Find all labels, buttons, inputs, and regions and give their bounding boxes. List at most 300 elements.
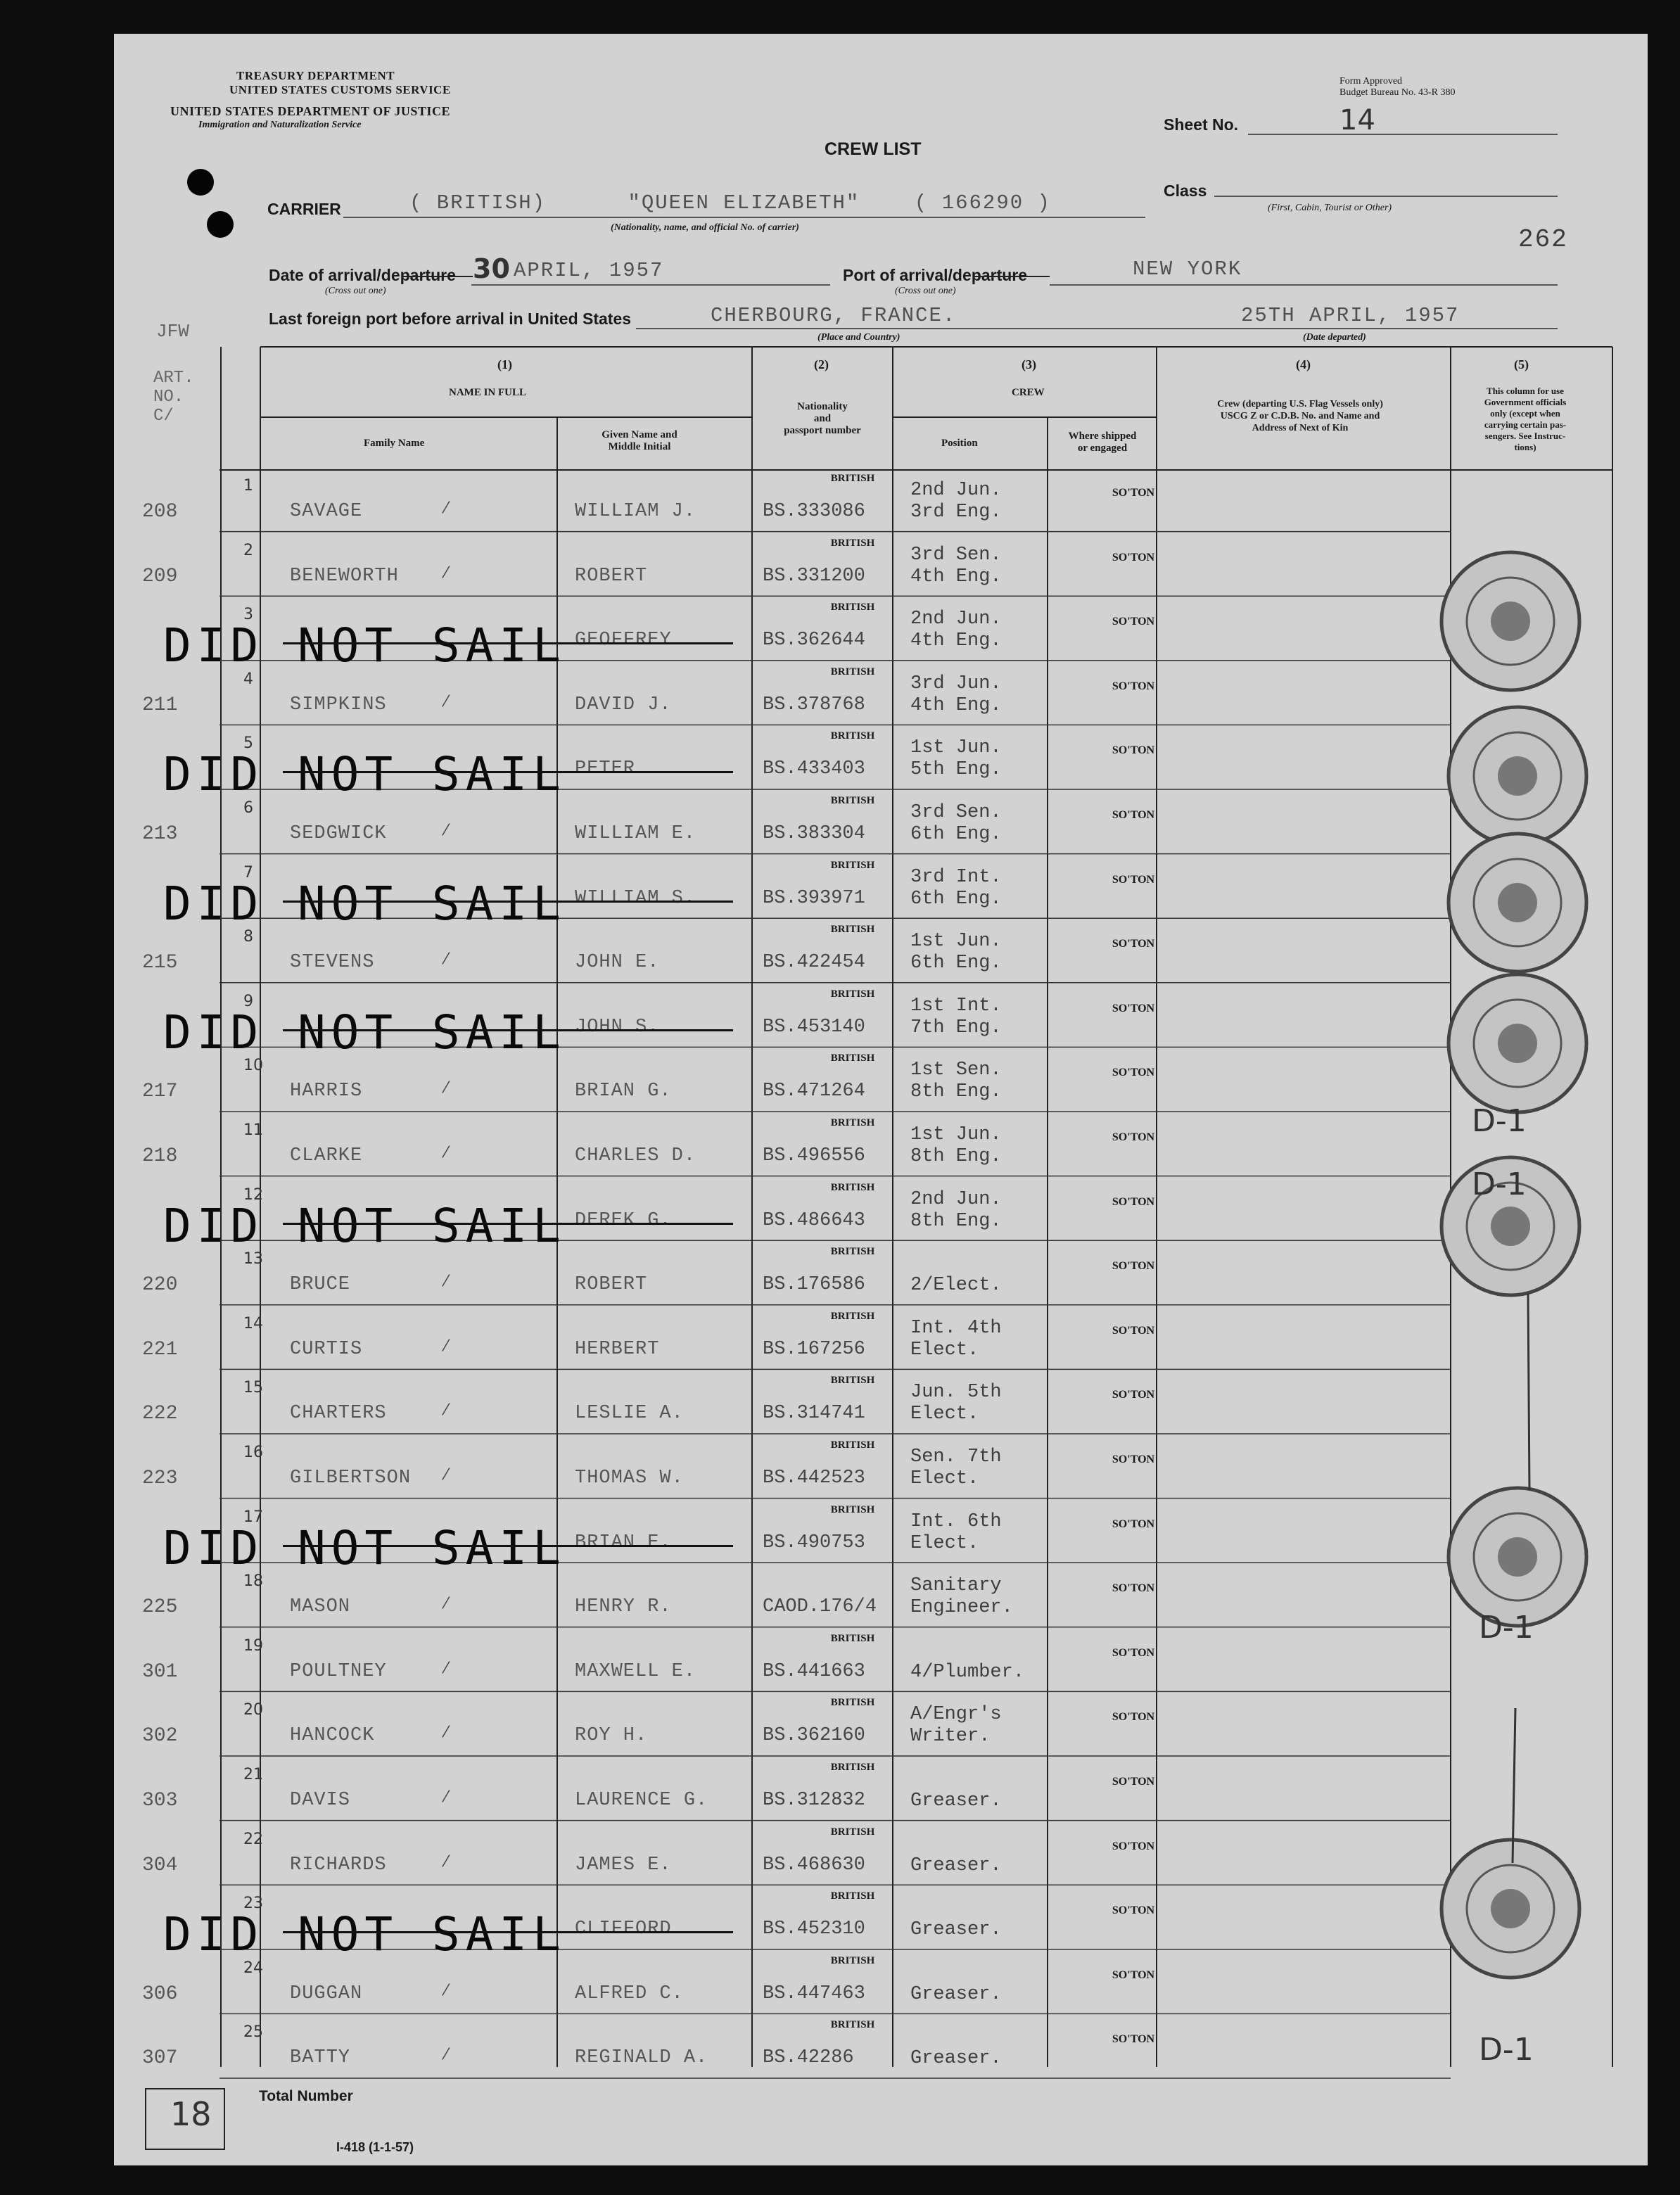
given-name: ROY H. bbox=[575, 1725, 648, 1747]
art-number: 225 bbox=[142, 1596, 178, 1619]
position-line-1: 3rd Jun. bbox=[910, 673, 1002, 694]
given-name: BRIAN G. bbox=[575, 1081, 672, 1102]
position-line-1: Sanitary bbox=[910, 1575, 1002, 1597]
passport-number: BS.486643 bbox=[763, 1209, 865, 1231]
given-name: ALFRED C. bbox=[575, 1983, 684, 2004]
passport-number: BS.471264 bbox=[763, 1081, 865, 1102]
strike-through-line bbox=[283, 642, 733, 644]
check-mark-icon: ⁄ bbox=[445, 822, 447, 839]
lastport-label: Last foreign port before arrival in United States bbox=[269, 310, 632, 328]
did-not-sail-stamp: DID NOT SAIL bbox=[163, 1520, 566, 1575]
shipped-at: SO'TON bbox=[1112, 1002, 1155, 1014]
nationality: BRITISH bbox=[830, 473, 875, 484]
form-number: I-418 (1-1-57) bbox=[336, 2140, 414, 2154]
table-row bbox=[114, 471, 1648, 536]
table-row bbox=[114, 1567, 1648, 1631]
shipped-at: SO'TON bbox=[1112, 1260, 1155, 1273]
art-number: 218 bbox=[142, 1145, 178, 1167]
position-line-2: Engineer. bbox=[910, 1597, 1013, 1619]
art-number: 223 bbox=[142, 1468, 178, 1489]
did-not-sail-stamp: DID NOT SAIL bbox=[163, 876, 566, 931]
position-line-1 bbox=[910, 2026, 1002, 2048]
given-name: REGINALD A. bbox=[575, 2047, 708, 2069]
margin-note-d1: D-1 bbox=[1472, 1103, 1527, 1139]
given-name: WILLIAM J. bbox=[575, 501, 696, 522]
check-mark-icon: ⁄ bbox=[445, 1273, 447, 1291]
table-row bbox=[114, 665, 1648, 730]
check-mark-icon: ⁄ bbox=[445, 2046, 447, 2064]
position-line-2: 2/Elect. bbox=[910, 1275, 1002, 1297]
class-hint: (First, Cabin, Tourist or Other) bbox=[1268, 203, 1392, 213]
family-name: SEDGWICK bbox=[290, 823, 387, 844]
strike-through-line bbox=[283, 1223, 733, 1225]
col4-number: (4) bbox=[1296, 357, 1311, 371]
crew-position bbox=[910, 995, 1002, 1039]
position-line-1: 1st Jun. bbox=[910, 931, 1002, 953]
line-number: 11 bbox=[243, 1121, 263, 1139]
dept-customs: UNITED STATES CUSTOMS SERVICE bbox=[229, 83, 451, 96]
check-mark-icon: ⁄ bbox=[445, 1724, 447, 1742]
position-line-2: Elect. bbox=[910, 1404, 979, 1425]
nationality: BRITISH bbox=[830, 1697, 875, 1709]
shipped-at: SO'TON bbox=[1112, 1453, 1155, 1465]
shipped-at: SO'TON bbox=[1112, 873, 1155, 886]
check-mark-icon: ⁄ bbox=[445, 1981, 447, 1999]
given-name: ROBERT bbox=[575, 1274, 648, 1296]
check-mark-icon: ⁄ bbox=[445, 1852, 447, 1871]
name-in-full: NAME IN FULL bbox=[449, 387, 527, 398]
carrier-value: ( BRITISH) "QUEEN ELIZABETH" ( 166290 ) bbox=[409, 191, 1051, 215]
nationality: BRITISH bbox=[830, 988, 875, 1000]
passport-number: BS.422454 bbox=[763, 952, 865, 974]
consular-seal-icon bbox=[1444, 1483, 1591, 1631]
position-line-2: 6th Eng. bbox=[910, 824, 1002, 845]
position-line-1: 3rd Int. bbox=[910, 866, 1002, 888]
did-not-sail-stamp: DID NOT SAIL bbox=[163, 1005, 566, 1060]
art-number: 211 bbox=[142, 694, 178, 716]
art-number: 303 bbox=[142, 1790, 178, 1812]
port-value: NEW YORK bbox=[1133, 257, 1242, 281]
crew-position bbox=[910, 1511, 1002, 1555]
nationality: BRITISH bbox=[830, 1246, 875, 1258]
sheet-value: 14 bbox=[1339, 104, 1375, 136]
check-mark-icon: ⁄ bbox=[445, 564, 447, 582]
line-number: 10 bbox=[243, 1057, 263, 1075]
line-number: 25 bbox=[243, 2023, 263, 2042]
line-number: 18 bbox=[243, 1572, 263, 1591]
nationality: BRITISH bbox=[830, 1052, 875, 1064]
position-line-1: Int. 6th bbox=[910, 1510, 1002, 1532]
nationality: BRITISH bbox=[830, 1439, 875, 1451]
position-line-1: 3rd Sen. bbox=[910, 544, 1002, 566]
line-number: 3 bbox=[243, 606, 253, 624]
art-number: 302 bbox=[142, 1725, 178, 1748]
strike-through-line bbox=[283, 1545, 733, 1547]
art-number: 306 bbox=[142, 1983, 178, 2005]
nationality: BRITISH bbox=[830, 1310, 875, 1322]
col1-number: (1) bbox=[497, 357, 512, 371]
passport-number: BS.383304 bbox=[763, 823, 865, 844]
position-line-2: Greaser. bbox=[910, 1790, 1002, 1812]
line-number: 4 bbox=[243, 670, 253, 688]
shipped-at: SO'TON bbox=[1112, 487, 1155, 499]
shipped-at: SO'TON bbox=[1112, 744, 1155, 757]
given-name: LESLIE A. bbox=[575, 1403, 684, 1425]
position-line-1: Sen. 7th bbox=[910, 1446, 1002, 1468]
line-number: 6 bbox=[243, 799, 253, 817]
position-line-1 bbox=[910, 1769, 1002, 1790]
family-name: CURTIS bbox=[290, 1338, 363, 1360]
shipped-at: SO'TON bbox=[1112, 1389, 1155, 1401]
art-number: 301 bbox=[142, 1660, 178, 1683]
nationality: BRITISH bbox=[830, 924, 875, 936]
port-label: Port of arrival/departure bbox=[843, 266, 1028, 284]
position-line-1 bbox=[910, 1833, 1002, 1855]
table-row bbox=[114, 1889, 1648, 1962]
given-name: CLIFFORD bbox=[575, 1919, 672, 1940]
table-row bbox=[114, 1695, 1648, 1760]
family-name: STEVENS bbox=[290, 952, 375, 974]
table-row bbox=[114, 1954, 1648, 2018]
crew-position bbox=[910, 737, 1002, 781]
position-line-2: Elect. bbox=[910, 1468, 979, 1489]
did-not-sail-stamp: DID NOT SAIL bbox=[163, 1907, 566, 1962]
given-name: BRIAN E. bbox=[575, 1532, 672, 1553]
form-title: CREW LIST bbox=[825, 139, 922, 159]
strike-through-line bbox=[283, 1931, 733, 1933]
passport-number: BS.490753 bbox=[763, 1532, 865, 1553]
position-line-2: 3rd Eng. bbox=[910, 502, 1002, 523]
position-line-1: A/Engr's bbox=[910, 1704, 1002, 1726]
passport-number: BS.447463 bbox=[763, 1983, 865, 2004]
position-line-1: 1st Sen. bbox=[910, 1060, 1002, 1081]
consular-seal-icon bbox=[1437, 547, 1584, 695]
crew-position bbox=[910, 609, 1002, 652]
passport-number: BS.176586 bbox=[763, 1274, 865, 1296]
position-line-2: 7th Eng. bbox=[910, 1017, 1002, 1038]
crew-position bbox=[910, 1704, 1002, 1748]
nationality: BRITISH bbox=[830, 1375, 875, 1387]
check-mark-icon: ⁄ bbox=[445, 950, 447, 969]
family-name: BENEWORTH bbox=[290, 565, 399, 587]
family-name: BATTY bbox=[290, 2047, 351, 2069]
consular-seal-icon bbox=[1444, 969, 1591, 1117]
position-line-2: Elect. bbox=[910, 1339, 979, 1361]
table-row bbox=[114, 987, 1648, 1060]
line-number: 23 bbox=[243, 1895, 263, 1913]
position-line-2: 6th Eng. bbox=[910, 953, 1002, 974]
departed-hint: (Date departed) bbox=[1303, 332, 1366, 343]
line-number: 9 bbox=[243, 992, 253, 1010]
shipped-at: SO'TON bbox=[1112, 1582, 1155, 1595]
passport-number: BS.442523 bbox=[763, 1468, 865, 1489]
given-name: JAMES E. bbox=[575, 1854, 672, 1876]
passport-number: CAOD.176/4 bbox=[763, 1596, 877, 1618]
margin-vertical-stroke bbox=[1500, 1708, 1528, 1877]
passport-number: BS.167256 bbox=[763, 1338, 865, 1360]
family-name: SIMPKINS bbox=[290, 694, 387, 715]
strike-through-line bbox=[283, 1029, 733, 1031]
port-hint: (Cross out one) bbox=[895, 286, 956, 296]
line-number: 15 bbox=[243, 1379, 263, 1397]
check-mark-icon: ⁄ bbox=[445, 1788, 447, 1806]
given-name: THOMAS W. bbox=[575, 1468, 684, 1489]
passport-number: BS.314741 bbox=[763, 1403, 865, 1425]
family-name: GILBERTSON bbox=[290, 1468, 412, 1489]
crew-position bbox=[910, 1575, 1013, 1619]
line-number: 14 bbox=[243, 1314, 263, 1332]
budget-bureau: Budget Bureau No. 43-R 380 bbox=[1339, 87, 1456, 98]
nationality: BRITISH bbox=[830, 730, 875, 742]
margin-note-d1: D-1 bbox=[1479, 1610, 1534, 1646]
position-line-2: Writer. bbox=[910, 1726, 991, 1748]
art-number: 215 bbox=[142, 952, 178, 974]
art-number: 307 bbox=[142, 2047, 178, 2070]
position-line-2: 5th Eng. bbox=[910, 759, 1002, 781]
check-mark-icon: ⁄ bbox=[445, 1659, 447, 1677]
crew-position bbox=[910, 1124, 1002, 1168]
did-not-sail-stamp: DID NOT SAIL bbox=[163, 1198, 566, 1253]
did-not-sail-stamp: DID NOT SAIL bbox=[163, 618, 566, 673]
art-number: 221 bbox=[142, 1338, 178, 1361]
where-shipped-header: Where shipped or engaged bbox=[1068, 431, 1137, 454]
table-row bbox=[114, 1503, 1648, 1575]
nationality: BRITISH bbox=[830, 1117, 875, 1128]
dept-ins: Immigration and Naturalization Service bbox=[198, 120, 362, 130]
line-number: 17 bbox=[243, 1508, 263, 1526]
passport-number: BS.378768 bbox=[763, 694, 865, 715]
did-not-sail-stamp: DID NOT SAIL bbox=[163, 747, 566, 802]
given-name: HENRY R. bbox=[575, 1596, 672, 1618]
shipped-at: SO'TON bbox=[1112, 1968, 1155, 1981]
given-name: MAXWELL E. bbox=[575, 1660, 696, 1682]
crew-position bbox=[910, 1640, 1024, 1684]
passport-number: BS.441663 bbox=[763, 1660, 865, 1682]
crew-position bbox=[910, 867, 1002, 910]
carrier-hint: (Nationality, name, and official No. of carrier) bbox=[611, 222, 799, 233]
check-mark-icon: ⁄ bbox=[445, 1144, 447, 1162]
margin-jfw: JFW bbox=[156, 321, 189, 342]
given-name-header: Given Name and Middle Initial bbox=[602, 429, 677, 452]
family-name: POULTNEY bbox=[290, 1660, 387, 1682]
nationality: BRITISH bbox=[830, 859, 875, 871]
margin-note-d1: D-1 bbox=[1472, 1166, 1527, 1202]
shipped-at: SO'TON bbox=[1112, 1518, 1155, 1530]
position-line-1: 2nd Jun. bbox=[910, 480, 1002, 501]
position-line-1: 2nd Jun. bbox=[910, 1188, 1002, 1210]
check-mark-icon: ⁄ bbox=[445, 1595, 447, 1613]
art-number: 304 bbox=[142, 1854, 178, 1876]
crew-position bbox=[910, 673, 1002, 717]
position-line-1: 1st Int. bbox=[910, 995, 1002, 1017]
family-name: DAVIS bbox=[290, 1790, 351, 1811]
table-row bbox=[114, 1825, 1648, 1890]
family-name: HANCOCK bbox=[290, 1725, 375, 1747]
table-row bbox=[114, 1245, 1648, 1309]
given-name: GEOFFREY bbox=[575, 630, 672, 651]
table-row bbox=[114, 600, 1648, 673]
nationality: BRITISH bbox=[830, 537, 875, 549]
lastport-hint: (Place and Country) bbox=[817, 332, 901, 343]
sheet-label: Sheet No. bbox=[1164, 115, 1239, 134]
class-label: Class bbox=[1164, 182, 1207, 200]
position-line-1: 1st Jun. bbox=[910, 737, 1002, 759]
crew-position bbox=[910, 1253, 1002, 1297]
consular-seal-icon bbox=[1444, 829, 1591, 976]
position-line-2: 4/Plumber. bbox=[910, 1661, 1025, 1683]
check-mark-icon: ⁄ bbox=[445, 1337, 447, 1355]
shipped-at: SO'TON bbox=[1112, 1776, 1155, 1788]
passport-number: BS.453140 bbox=[763, 1016, 865, 1038]
position-header: Position bbox=[941, 438, 978, 449]
position-line-2: 8th Eng. bbox=[910, 1146, 1002, 1167]
table-row bbox=[114, 858, 1648, 931]
art-number: 217 bbox=[142, 1081, 178, 1103]
given-name: LAURENCE G. bbox=[575, 1790, 708, 1811]
crew-list-document bbox=[114, 34, 1648, 2165]
passport-number: BS.312832 bbox=[763, 1790, 865, 1811]
family-name: CHARTERS bbox=[290, 1403, 387, 1425]
nationality: BRITISH bbox=[830, 1632, 875, 1644]
crew-position bbox=[910, 802, 1002, 846]
shipped-at: SO'TON bbox=[1112, 938, 1155, 950]
date-value: APRIL, 1957 bbox=[514, 259, 664, 282]
given-name: JOHN S. bbox=[575, 1016, 660, 1038]
col5-number: (5) bbox=[1514, 357, 1529, 371]
gov-use-header: This column for use Government officials only (except when carrying certain pas- sengers. See Instruc- tions) bbox=[1484, 386, 1567, 452]
table-row bbox=[114, 1116, 1648, 1181]
given-name: JOHN E. bbox=[575, 952, 660, 974]
shipped-at: SO'TON bbox=[1112, 1324, 1155, 1337]
crew-position bbox=[910, 1897, 1002, 1941]
margin-vertical-stroke bbox=[1514, 1293, 1542, 1504]
table-row bbox=[114, 1051, 1648, 1116]
dept-justice: UNITED STATES DEPARTMENT OF JUSTICE bbox=[170, 104, 450, 118]
position-line-2: Elect. bbox=[910, 1532, 979, 1554]
passport-number: BS.496556 bbox=[763, 1145, 865, 1166]
shipped-at: SO'TON bbox=[1112, 616, 1155, 628]
check-mark-icon: ⁄ bbox=[445, 1401, 447, 1420]
nationality: BRITISH bbox=[830, 2019, 875, 2031]
art-number: 220 bbox=[142, 1274, 178, 1297]
table-row bbox=[114, 2018, 1648, 2082]
given-name: PETER bbox=[575, 758, 636, 780]
line-number: 8 bbox=[243, 928, 253, 946]
line-number: 2 bbox=[243, 541, 253, 559]
table-row bbox=[114, 794, 1648, 858]
position-line-1 bbox=[910, 1253, 1002, 1275]
check-mark-icon: ⁄ bbox=[445, 692, 447, 711]
table-row bbox=[114, 1309, 1648, 1374]
date-label: Date of arrival/departure bbox=[269, 266, 456, 284]
shipped-at: SO'TON bbox=[1112, 1904, 1155, 1917]
shipped-at: SO'TON bbox=[1112, 1067, 1155, 1079]
next-of-kin-header: Crew (departing U.S. Flag Vessels only) USCG Z or C.D.B. No. and Name and Address of Next of Kin bbox=[1217, 399, 1383, 433]
passport-number: BS.468630 bbox=[763, 1854, 865, 1876]
nationality: BRITISH bbox=[830, 602, 875, 613]
crew-position bbox=[910, 1769, 1002, 1812]
art-no-label: ART. NO. C/ bbox=[153, 369, 194, 426]
line-number: 5 bbox=[243, 734, 253, 753]
shipped-at: SO'TON bbox=[1112, 2033, 1155, 2046]
check-mark-icon: ⁄ bbox=[445, 500, 447, 517]
table-row bbox=[114, 1631, 1648, 1696]
total-label: Total Number bbox=[259, 2088, 353, 2104]
position-line-2: Greaser. bbox=[910, 2048, 1002, 2070]
position-line-2: Greaser. bbox=[910, 1983, 1002, 2005]
table-row bbox=[114, 1373, 1648, 1438]
given-name: ROBERT bbox=[575, 565, 648, 587]
nationality: BRITISH bbox=[830, 1954, 875, 1966]
crew-position bbox=[910, 931, 1002, 974]
line-number: 22 bbox=[243, 1830, 263, 1848]
position-line-2: 8th Eng. bbox=[910, 1210, 1002, 1232]
passport-number: BS.362160 bbox=[763, 1725, 865, 1747]
family-name: MASON bbox=[290, 1596, 351, 1618]
family-name: RICHARDS bbox=[290, 1854, 387, 1876]
given-name: HERBERT bbox=[575, 1338, 660, 1360]
position-line-2: 4th Eng. bbox=[910, 694, 1002, 716]
art-number: 208 bbox=[142, 501, 178, 523]
dept-treasury: TREASURY DEPARTMENT bbox=[236, 69, 395, 82]
crew-position bbox=[910, 1318, 1002, 1361]
line-number: 13 bbox=[243, 1250, 263, 1268]
art-number: 213 bbox=[142, 823, 178, 845]
position-line-2: 4th Eng. bbox=[910, 630, 1002, 652]
crew-position bbox=[910, 1962, 1002, 2006]
date-hint: (Cross out one) bbox=[325, 286, 386, 296]
col3-number: (3) bbox=[1022, 357, 1036, 371]
line-number: 24 bbox=[243, 1959, 263, 1977]
family-name: HARRIS bbox=[290, 1081, 363, 1102]
crew-header: CREW bbox=[1012, 387, 1045, 398]
passport-number: BS.333086 bbox=[763, 501, 865, 522]
date-day: 30 bbox=[473, 253, 510, 284]
given-name: DAVID J. bbox=[575, 694, 672, 715]
family-name: BRUCE bbox=[290, 1274, 351, 1296]
given-name: DEREK G. bbox=[575, 1209, 672, 1231]
family-name: CLARKE bbox=[290, 1145, 363, 1166]
position-line-1 bbox=[910, 1897, 1002, 1919]
passport-number: BS.362644 bbox=[763, 630, 865, 651]
check-mark-icon: ⁄ bbox=[445, 1079, 447, 1098]
form-approved: Form Approved bbox=[1339, 76, 1403, 87]
nationality: BRITISH bbox=[830, 1890, 875, 1902]
line-number: 16 bbox=[243, 1444, 263, 1461]
position-line-1: 2nd Jun. bbox=[910, 609, 1002, 630]
shipped-at: SO'TON bbox=[1112, 1711, 1155, 1724]
family-name-header: Family Name bbox=[364, 438, 425, 449]
given-name: CHARLES D. bbox=[575, 1145, 696, 1166]
position-line-2: Greaser. bbox=[910, 1854, 1002, 1876]
shipped-at: SO'TON bbox=[1112, 1840, 1155, 1852]
check-mark-icon: ⁄ bbox=[445, 1466, 447, 1484]
line-number: 20 bbox=[243, 1701, 263, 1719]
family-name: SAVAGE bbox=[290, 501, 363, 522]
art-number: 209 bbox=[142, 565, 178, 587]
strike-through-line bbox=[283, 901, 733, 903]
shipped-at: SO'TON bbox=[1112, 680, 1155, 692]
table-row bbox=[114, 729, 1648, 802]
table-row bbox=[114, 1438, 1648, 1503]
passport-number: BS.393971 bbox=[763, 887, 865, 909]
crew-position bbox=[910, 1189, 1002, 1233]
passport-number: BS.42286 bbox=[763, 2047, 854, 2069]
table-row bbox=[114, 536, 1648, 601]
crew-position bbox=[910, 1060, 1002, 1103]
nationality: BRITISH bbox=[830, 666, 875, 677]
crew-position bbox=[910, 1382, 1002, 1425]
